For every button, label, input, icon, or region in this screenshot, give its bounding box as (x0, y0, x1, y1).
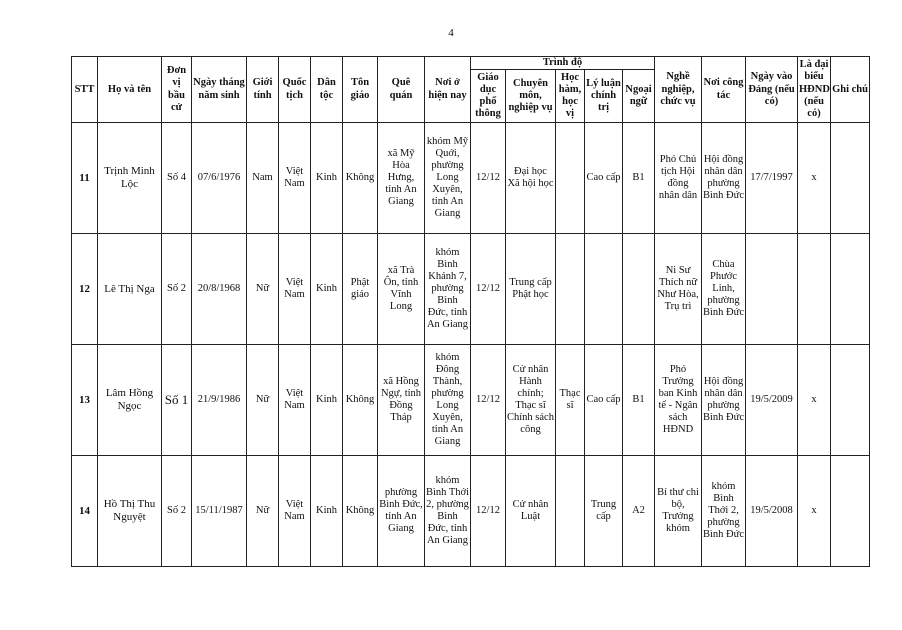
cell-general-edu: 12/12 (471, 456, 506, 567)
cell-residence: khóm Đông Thành, phường Long Xuyên, tỉnh An Giang (425, 345, 471, 456)
cell-language: B1 (623, 345, 655, 456)
header-academic: Học hàm, học vị (556, 70, 585, 123)
header-workplace: Nơi công tác (702, 57, 746, 123)
header-stt: STT (72, 57, 98, 123)
header-delegate: Là đại biểu HĐND (nếu có) (798, 57, 831, 123)
cell-dob: 20/8/1968 (192, 234, 247, 345)
cell-stt: 13 (72, 345, 98, 456)
cell-religion: Không (343, 345, 378, 456)
cell-party-date: 19/5/2009 (746, 345, 798, 456)
cell-specialty: Cử nhân Hành chính; Thạc sĩ Chính sách công (506, 345, 556, 456)
cell-party-date: 19/5/2008 (746, 456, 798, 567)
cell-unit: Số 2 (162, 456, 192, 567)
header-occupation: Nghề nghiệp, chức vụ (655, 57, 702, 123)
cell-occupation: Bí thư chi bộ, Trưởng khóm (655, 456, 702, 567)
cell-political (585, 234, 623, 345)
cell-unit: Số 1 (162, 345, 192, 456)
cell-occupation: Phó Trưởng ban Kinh tế - Ngân sách HĐND (655, 345, 702, 456)
header-language: Ngoại ngữ (623, 70, 655, 123)
table-row (72, 345, 870, 456)
cell-religion: Phật giáo (343, 234, 378, 345)
cell-language: B1 (623, 123, 655, 234)
table-row (72, 123, 870, 234)
cell-ethnicity: Kinh (311, 345, 343, 456)
cell-occupation: Phó Chủ tịch Hội đồng nhân dân (655, 123, 702, 234)
cell-religion: Không (343, 123, 378, 234)
header-party-date: Ngày vào Đảng (nếu có) (746, 57, 798, 123)
cell-name: Hồ Thị Thu Nguyệt (98, 456, 162, 567)
header-ethnicity: Dân tộc (311, 57, 343, 123)
cell-residence: khóm Bình Thới 2, phường Bình Đức, tỉnh An Giang (425, 456, 471, 567)
header-gender: Giới tính (247, 57, 279, 123)
cell-dob: 15/11/1987 (192, 456, 247, 567)
cell-language (623, 234, 655, 345)
cell-general-edu: 12/12 (471, 123, 506, 234)
cell-hometown: phường Bình Đức, tỉnh An Giang (378, 456, 425, 567)
cell-academic (556, 234, 585, 345)
cell-academic (556, 123, 585, 234)
header-dob: Ngày tháng năm sinh (192, 57, 247, 123)
cell-stt: 12 (72, 234, 98, 345)
cell-political: Cao cấp (585, 123, 623, 234)
cell-party-date (746, 234, 798, 345)
cell-specialty: Cử nhân Luật (506, 456, 556, 567)
cell-residence: khóm Bình Khánh 7, phường Bình Đức, tỉnh An Giang (425, 234, 471, 345)
page-number: 4 (448, 27, 454, 39)
cell-workplace: Hội đồng nhân dân phường Bình Đức (702, 345, 746, 456)
header-hometown: Quê quán (378, 57, 425, 123)
header-religion: Tôn giáo (343, 57, 378, 123)
header-political: Lý luận chính trị (585, 70, 623, 123)
header-name: Họ và tên (98, 57, 162, 123)
cell-nationality: Việt Nam (279, 123, 311, 234)
cell-academic: Thạc sĩ (556, 345, 585, 456)
cell-gender: Nữ (247, 456, 279, 567)
cell-academic (556, 456, 585, 567)
cell-religion: Không (343, 456, 378, 567)
cell-notes (831, 123, 870, 234)
cell-ethnicity: Kinh (311, 123, 343, 234)
cell-residence: khóm Mỹ Quới, phường Long Xuyên, tỉnh An Giang (425, 123, 471, 234)
cell-specialty: Đại học Xã hội học (506, 123, 556, 234)
cell-gender: Nam (247, 123, 279, 234)
header-specialty: Chuyên môn, nghiệp vụ (506, 70, 556, 123)
cell-gender: Nữ (247, 345, 279, 456)
cell-hometown: xã Hồng Ngự, tỉnh Đồng Tháp (378, 345, 425, 456)
candidate-table (71, 56, 870, 567)
cell-delegate: x (798, 456, 831, 567)
cell-delegate: x (798, 123, 831, 234)
cell-political: Trung cấp (585, 456, 623, 567)
cell-ethnicity: Kinh (311, 234, 343, 345)
cell-general-edu: 12/12 (471, 234, 506, 345)
cell-notes (831, 456, 870, 567)
cell-notes (831, 234, 870, 345)
cell-dob: 07/6/1976 (192, 123, 247, 234)
cell-political: Cao cấp (585, 345, 623, 456)
cell-workplace: Hội đồng nhân dân phường Bình Đức (702, 123, 746, 234)
cell-stt: 14 (72, 456, 98, 567)
cell-name: Lê Thị Nga (98, 234, 162, 345)
cell-nationality: Việt Nam (279, 234, 311, 345)
table-row (72, 456, 870, 567)
cell-workplace: khóm Bình Thới 2, phường Bình Đức (702, 456, 746, 567)
header-general-edu: Giáo dục phổ thông (471, 70, 506, 123)
header-unit: Đơn vị bầu cử (162, 57, 192, 123)
cell-dob: 21/9/1986 (192, 345, 247, 456)
cell-notes (831, 345, 870, 456)
cell-delegate (798, 234, 831, 345)
cell-nationality: Việt Nam (279, 456, 311, 567)
cell-hometown: xã Mỹ Hòa Hưng, tỉnh An Giang (378, 123, 425, 234)
cell-workplace: Chùa Phước Linh, phường Bình Đức (702, 234, 746, 345)
cell-general-edu: 12/12 (471, 345, 506, 456)
cell-party-date: 17/7/1997 (746, 123, 798, 234)
cell-stt: 11 (72, 123, 98, 234)
cell-unit: Số 4 (162, 123, 192, 234)
cell-gender: Nữ (247, 234, 279, 345)
header-notes: Ghi chú (831, 57, 870, 123)
cell-delegate: x (798, 345, 831, 456)
header-education-group: Trình độ (471, 57, 655, 70)
cell-specialty: Trung cấp Phật học (506, 234, 556, 345)
cell-ethnicity: Kinh (311, 456, 343, 567)
header-residence: Nơi ở hiện nay (425, 57, 471, 123)
cell-language: A2 (623, 456, 655, 567)
table-row (72, 234, 870, 345)
cell-occupation: Ni Sư Thích nữ Như Hòa, Trụ trì (655, 234, 702, 345)
cell-name: Trịnh Minh Lộc (98, 123, 162, 234)
header-nationality: Quốc tịch (279, 57, 311, 123)
cell-unit: Số 2 (162, 234, 192, 345)
cell-hometown: xã Trà Ôn, tỉnh Vĩnh Long (378, 234, 425, 345)
cell-name: Lâm Hồng Ngọc (98, 345, 162, 456)
cell-nationality: Việt Nam (279, 345, 311, 456)
